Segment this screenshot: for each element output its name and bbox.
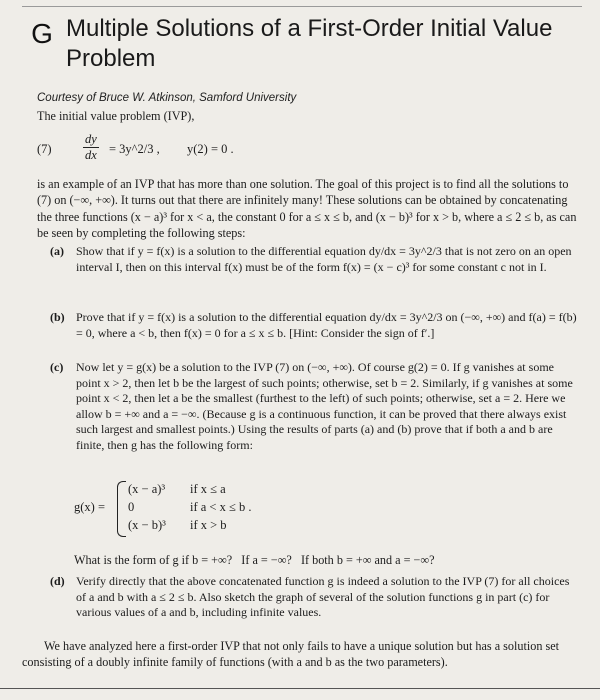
question-text: What is the form of g if b = +∞? If a = −∞? If both b = +∞ and a = −∞? bbox=[74, 553, 435, 567]
step-a-text: Show that if y = f(x) is a solution to the differential equation dy/dx = 3y^2/3 that is not zero on an open interval I, then on this interval f(x) must be of the form f(x) = (x − c)³ for some constant c not in I. bbox=[76, 244, 572, 274]
step-a-label: (a) bbox=[50, 244, 64, 258]
initial-condition: y(2) = 0 . bbox=[187, 142, 234, 156]
fraction-denominator: dx bbox=[85, 148, 97, 162]
equation-number: (7) bbox=[37, 142, 52, 156]
step-c-text: Now let y = g(x) be a solution to the IVP (7) on (−∞, +∞). Of course g(2) = 0. If g vanishes at some point x > 2, then let b be the largest of such points; otherwise, set b = 2. Similarly, if g vanishes at some point x < 2, then let a be the smallest (furthest to the left) of such points; otherwise, set a = 2. Here we allow b = +∞ and a = −∞. (Because g is a continuous function, it can be proved that there always exist such largest and smallest points.) Using the results of parts (a) and (b) prove that if both a and b are finite, then g has the following form: bbox=[76, 360, 573, 452]
section-title: Multiple Solutions of a First-Order Initial Value Problem bbox=[66, 15, 553, 72]
piece-3-cond: if x > b bbox=[190, 518, 227, 532]
bottom-rule bbox=[0, 688, 600, 689]
fraction-numerator: dy bbox=[85, 132, 97, 146]
step-b bbox=[50, 310, 577, 341]
step-a bbox=[50, 244, 577, 275]
ivp-equation bbox=[37, 132, 577, 166]
step-c-label: (c) bbox=[50, 360, 64, 374]
paragraph-1: is an example of an IVP that has more than one solution. The goal of this project is to find all the solutions to (7) on (−∞, +∞). It turns out that there are infinitely many! These solutions can be obtained by concatenating the three functions (x − a)³ for x < a, the constant 0 for a ≤ x ≤ b, and (x − b)³ for x > b, where a ≤ 2 ≤ b, as can be seen by completing the following steps: bbox=[37, 177, 577, 241]
closing-paragraph: We have analyzed here a first-order IVP that not only fails to have a unique solution but has a solution set consisting of a doubly infinite family of functions (with a and b as the two parameters). bbox=[22, 639, 560, 670]
equation-rhs: = 3y^2/3 , bbox=[109, 142, 160, 156]
step-b-text: Prove that if y = f(x) is a solution to the differential equation dy/dx = 3y^2/3 on (−∞, +∞) and f(a) = f(b) = 0, where a < b, then f(x) = 0 for a ≤ x ≤ b. [Hint: Consider the sign of f′.] bbox=[76, 310, 577, 340]
intro-text: The initial value problem (IVP), bbox=[37, 109, 195, 123]
section-header bbox=[22, 14, 582, 84]
piece-1-cond: if x ≤ a bbox=[190, 482, 226, 496]
step-c bbox=[50, 360, 577, 454]
piece-3-expr: (x − b)³ bbox=[128, 518, 166, 532]
derivative-fraction bbox=[83, 132, 99, 163]
piecewise-lhs: g(x) = bbox=[74, 500, 105, 514]
step-d bbox=[50, 574, 577, 621]
step-b-label: (b) bbox=[50, 310, 65, 324]
left-brace bbox=[117, 481, 126, 537]
piece-1-expr: (x − a)³ bbox=[128, 482, 166, 496]
byline: Courtesy of Bruce W. Atkinson, Samford University bbox=[37, 92, 297, 104]
step-d-text: Verify directly that the above concatenated function g is indeed a solution to the IVP (7) for all choices of a and b with a ≤ 2 ≤ b. Also sketch the graph of several of the solution functions g in part (c) for various values of a and b, including infinite values. bbox=[76, 574, 570, 620]
step-d-label: (d) bbox=[50, 574, 65, 588]
piece-2-expr: 0 bbox=[128, 500, 135, 514]
section-letter: G bbox=[31, 18, 53, 49]
piece-2-cond: if a < x ≤ b . bbox=[190, 500, 252, 514]
top-rule bbox=[22, 6, 582, 7]
